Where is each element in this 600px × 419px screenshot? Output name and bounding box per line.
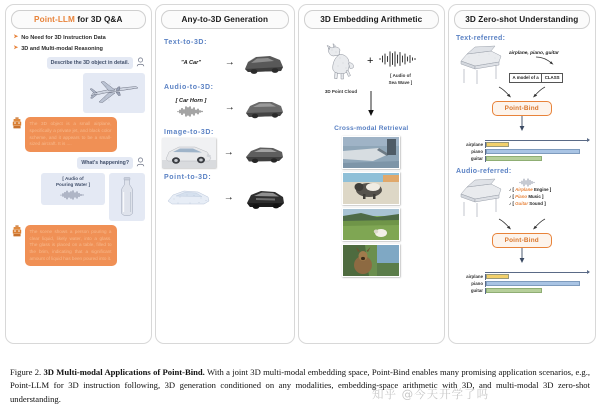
retrieval-image-dog-on-beach [342, 172, 400, 205]
panel-body-zero-shot [449, 29, 595, 341]
gen-row-text-to-3d [162, 48, 288, 78]
pointbind-output-arrow [455, 116, 589, 137]
bar-track [485, 274, 589, 280]
bar-guitar [486, 288, 542, 294]
bar-track [485, 288, 589, 294]
bar-label: guitar [470, 156, 484, 162]
audio-class-row [509, 194, 551, 201]
panel-title-accent: Point-LLM [34, 15, 75, 24]
piano-point-cloud-icon [455, 43, 507, 85]
gen-output-mesh [240, 50, 288, 77]
arrow-into-pointbind-right-icon [530, 86, 546, 99]
panel-title-embedding-arithmetic: 3D Embedding Arithmetic [304, 10, 440, 29]
gen-label-audio-to-3d: Audio-to-3D: [164, 84, 214, 92]
gen-row-point-to-3d [162, 183, 288, 213]
robot-avatar-icon [12, 225, 22, 237]
audio-icon: ♪ [509, 193, 512, 199]
airplane-point-cloud-icon [85, 75, 143, 111]
panel-title-any-to-3d: Any-to-3D Generation [161, 10, 289, 29]
bullet-arrow-icon: ➤ [13, 44, 19, 51]
class-prompt-template [509, 73, 563, 83]
bullet-text: 3D and Multi-modal Reasoning [21, 45, 103, 52]
bullet-item [14, 35, 146, 42]
operand-caption: 3D Point Cloud [324, 89, 358, 95]
bar-track [485, 149, 589, 155]
chat-message-user [12, 157, 146, 169]
text-referred-bar-chart [455, 140, 589, 162]
arrow-right-icon: → [224, 102, 235, 114]
panel-point-llm [5, 4, 153, 344]
panel-title-rest: for 3D Q&A [74, 15, 123, 24]
bar-track [485, 142, 589, 148]
user-avatar-icon [136, 157, 145, 167]
panel-zero-shot [448, 4, 596, 344]
audio-class-bracket: ] [540, 193, 544, 199]
audio-class-key: Airplane [515, 187, 533, 193]
retrieval-image-boat-on-sea [342, 136, 400, 169]
audio-label-line1: [ Audio of [62, 176, 84, 182]
pointbind-module-box[interactable]: Point-Bind [492, 101, 552, 116]
audio-class-bracket: ] [542, 200, 546, 206]
chat-message-bot [12, 117, 146, 152]
audio-icon: ♪ [509, 187, 512, 193]
piano-point-cloud-icon [455, 176, 507, 218]
audio-class-value: Music [527, 193, 541, 199]
panel-embedding-arithmetic [298, 4, 446, 344]
bar-piano [486, 149, 580, 155]
bar-label: piano [471, 149, 484, 155]
bar-guitar [486, 156, 542, 162]
caption-bold-title: 3D Multi-modal Applications of Point-Bind. [43, 367, 205, 377]
audio-class-row [509, 201, 551, 208]
panel-any-to-3d [155, 4, 295, 344]
gen-source-pointcloud [162, 184, 218, 212]
zero-shot-label-audio-referred: Audio-referred: [456, 168, 512, 176]
audio-class-key: Guitar [515, 200, 529, 206]
car-mesh-icon [242, 140, 286, 167]
gen-label-image-to-3d: Image-to-3D: [164, 129, 214, 137]
arrow-into-pointbind-left-icon [498, 86, 514, 99]
audio-class-bracket: [ [512, 193, 516, 199]
airplane-point-cloud-thumbnail [83, 73, 145, 113]
gen-output-mesh [240, 95, 288, 122]
retrieval-results-list [305, 136, 439, 277]
operand-audio [377, 39, 423, 85]
retrieval-image-sheep-on-coastal-field [342, 208, 400, 241]
bottle-point-cloud-thumbnail [109, 173, 145, 221]
arrow-down-icon [518, 248, 526, 264]
audio-prompt-bubble [41, 173, 105, 205]
bottle-point-cloud-icon [114, 176, 140, 218]
audio-class-value: Sound [528, 200, 543, 206]
robot-avatar-icon [12, 117, 22, 129]
car-mesh-icon [242, 95, 286, 122]
bar-track [485, 156, 589, 162]
audio-icon: ♪ [509, 200, 512, 206]
gen-row-audio-to-3d [162, 93, 288, 123]
waveform-icon [377, 51, 423, 67]
bar-row [457, 148, 589, 155]
audio-referred-bar-chart [455, 272, 589, 294]
waveform-icon [517, 178, 543, 187]
gen-source-audio [162, 98, 220, 119]
pointbind-module-box[interactable]: Point-Bind [492, 233, 552, 248]
bullet-item [14, 46, 146, 53]
panel-body-any-to-3d [156, 29, 294, 341]
curved-arrow-icon [535, 56, 557, 66]
arithmetic-operands-row [305, 39, 439, 95]
bot-answer-bubble: The scene shows a person pouring a clear liquid, likely water, into a glass. The glass is placed on a table, filled to the brim, indicating that a significant amount of liquid has been poured into it. [25, 225, 117, 266]
class-names-text: airplane, piano, guitar [509, 51, 559, 57]
arrow-into-pointbind-left-icon [498, 218, 514, 231]
user-question-bubble: Describe the 3D object in detail. [47, 57, 133, 69]
audio-class-bracket: ] [548, 187, 552, 193]
prompt-prefix: A model of a [512, 75, 539, 81]
car-photo-thumbnail [162, 138, 216, 168]
operand-caption-line2: Sea Wave ] [388, 79, 413, 85]
bullet-arrow-icon: ➤ [13, 34, 19, 41]
gen-source-audio-text: [ Car Horn ] [175, 97, 207, 104]
figure-caption [0, 348, 600, 419]
arrow-into-pointbind-right-icon [530, 218, 546, 231]
chat-message-bot [12, 225, 146, 266]
bar-row [457, 273, 589, 280]
caption-label: Figure 2. [10, 367, 42, 377]
chat-message-user [12, 57, 146, 69]
audio-class-row [509, 187, 551, 194]
chat-message-user-audio-image [12, 173, 146, 221]
bar-row [457, 141, 589, 148]
down-arrow-container [305, 91, 439, 122]
panel-body-embedding-arithmetic [299, 29, 445, 341]
text-referred-inputs [455, 43, 589, 85]
gen-label-text-to-3d: Text-to-3D: [164, 39, 208, 47]
gen-label-point-to-3d: Point-to-3D: [164, 174, 212, 182]
bar-label: guitar [470, 288, 484, 294]
operand-caption-line1: [ Audio of [390, 73, 411, 79]
bar-track [485, 281, 589, 287]
audio-class-key: Piano [515, 193, 528, 199]
audio-class-bracket: [ [512, 187, 516, 193]
waveform-icon [58, 190, 88, 200]
gen-row-image-to-3d [162, 138, 288, 168]
bar-piano [486, 281, 580, 287]
bar-label: airplane [466, 274, 484, 280]
car-mesh-icon [242, 185, 286, 212]
car-point-cloud-icon [164, 184, 216, 210]
dog-point-cloud-icon [319, 39, 363, 83]
caption-body: With a joint 3D multi-modal embedding space, Point-Bind enables many promising application scenarios, e.g., Point-LLM for 3D instruction following, 3D generation conditioned on any modalities, embedding-space arithmetic with 3D, and multi-modal 3D zero-shot understanding. [10, 367, 590, 404]
retrieval-image-deer-by-the-sea [342, 244, 400, 277]
audio-class-bracket: [ [512, 200, 516, 206]
bar-airplane [486, 274, 509, 280]
watermark-text: 知乎 @今天开学了吗 [372, 387, 490, 401]
waveform-icon [174, 106, 208, 117]
chat-message-user-image [12, 73, 146, 113]
plus-operator-icon: + [367, 55, 374, 68]
panel-title-zero-shot: 3D Zero-shot Understanding [454, 10, 590, 29]
bot-answer-bubble: The 3D object is a small airplane, specifically a private jet, and black color scheme, and it appears to be a small-sized aircraft. It is .... [25, 117, 117, 152]
gen-output-mesh [240, 185, 288, 212]
gen-source-text: "A Car" [180, 60, 202, 67]
arrow-right-icon: → [223, 147, 234, 159]
arrow-right-icon: → [223, 192, 234, 204]
audio-referred-inputs [455, 176, 589, 218]
bar-label: piano [471, 281, 484, 287]
pointbind-output-arrow [455, 248, 589, 269]
white-car-photo-icon [162, 138, 216, 168]
audio-referred-classes-block [509, 176, 551, 207]
arrow-right-icon: → [224, 57, 235, 69]
car-mesh-icon [242, 50, 286, 77]
panel-body-point-llm [6, 29, 152, 341]
text-referred-prompt-block [509, 43, 563, 84]
bar-label: airplane [466, 142, 484, 148]
gen-source-image [162, 138, 218, 168]
operand-point-cloud [319, 39, 363, 95]
pointbind-input-arrows [455, 86, 589, 99]
bar-row [457, 280, 589, 287]
zero-shot-label-text-referred: Text-referred: [456, 35, 506, 43]
prompt-class-token: CLASS [541, 74, 562, 82]
chat-thread [12, 57, 146, 266]
user-question-bubble: What's happening? [77, 157, 133, 169]
pointbind-input-arrows [455, 218, 589, 231]
arrow-down-icon [518, 116, 526, 132]
audio-label-line2: Pouring Water ] [55, 182, 91, 188]
audio-class-value: Engine [532, 187, 549, 193]
bullet-text: No Need for 3D Instruction Data [21, 35, 106, 42]
bar-airplane [486, 142, 509, 148]
bar-row [457, 155, 589, 162]
gen-output-mesh [240, 140, 288, 167]
user-avatar-icon [136, 57, 145, 67]
panel-title-point-llm [11, 10, 147, 29]
arrow-down-icon [366, 91, 376, 117]
bar-row [457, 287, 589, 294]
cross-modal-retrieval-title: Cross-modal Retrieval [334, 124, 409, 132]
